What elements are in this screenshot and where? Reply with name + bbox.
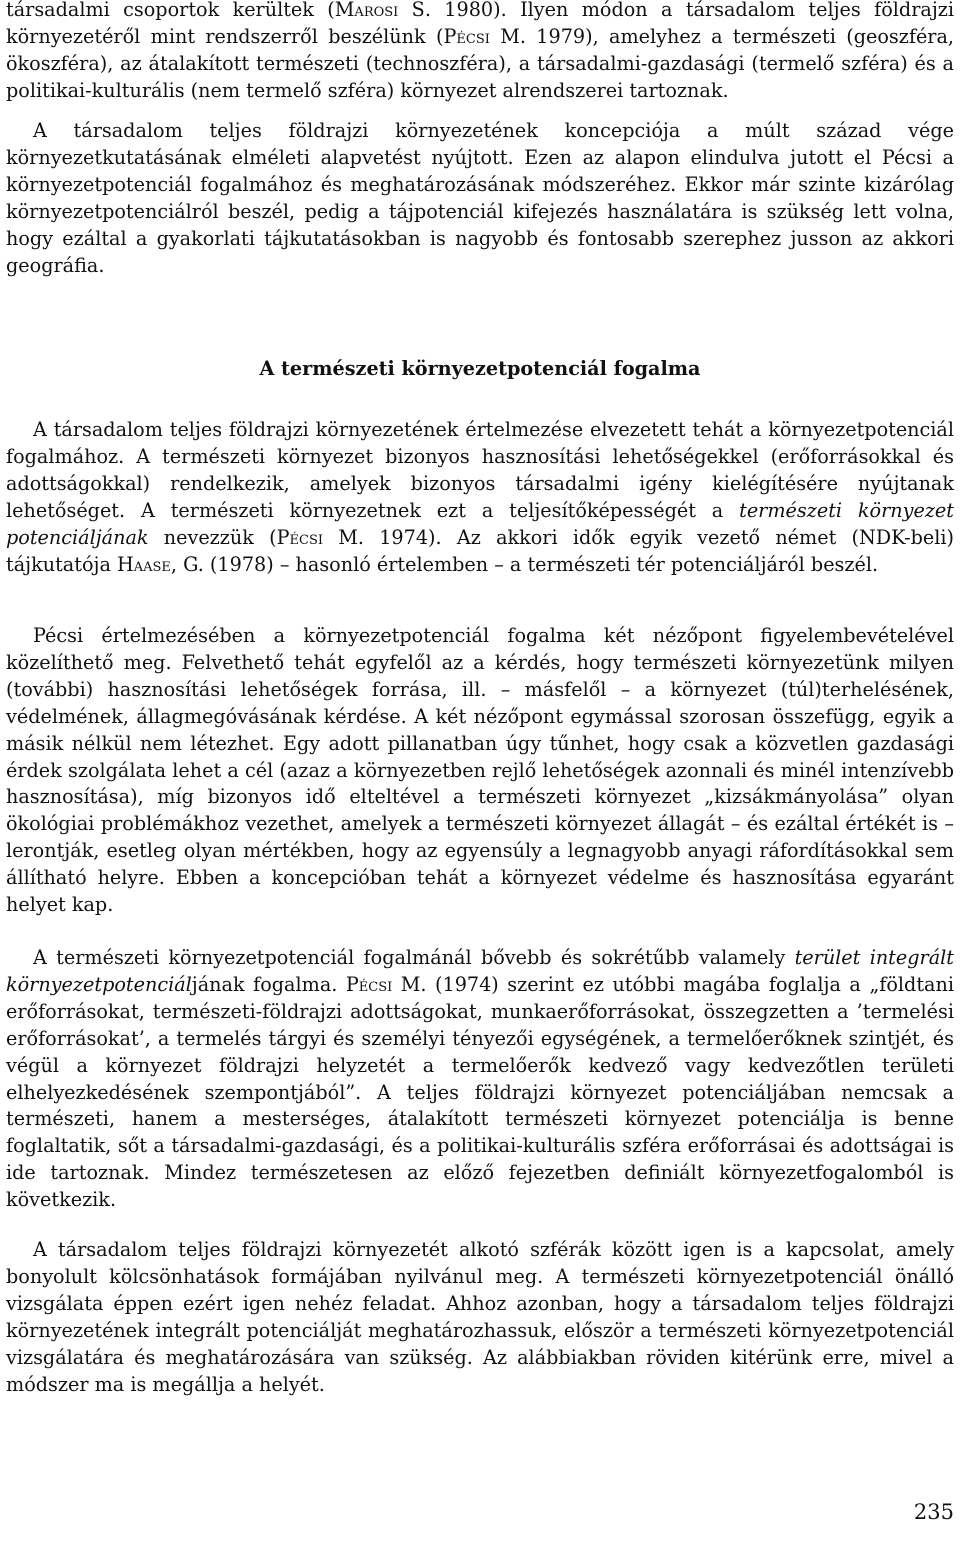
author-marosi: Marosi S <box>334 0 425 21</box>
paragraph-1-text-a: társadalmi csoportok kerültek ( <box>6 0 335 21</box>
paragraph-1 <box>6 0 954 105</box>
paragraph-1-text-c: . 1979), amelyhez a természeti (geoszféra, ökoszféra), az átalakított természeti (technoszféra), a társadalmi-gazdasági (termelő szféra) és a politikai-kulturális (nem termelő szféra) környezet alrendszerei tartoznak. <box>6 24 955 102</box>
term-italic: terület integrált környezetpotenciál <box>6 946 954 996</box>
paragraph-3-text-d: , G. (1978) – hasonló értelemben – a természeti tér potenciáljáról beszél. <box>170 552 879 576</box>
author-pecsi: Pécsi M <box>443 24 520 48</box>
author-pecsi: Pécsi <box>276 525 323 549</box>
paragraph-3-text-a: A társadalom teljes földrajzi környezetének értelmezése elvezetett tehát a környezetpotenciál fogalmához. A természeti környezet bizonyos hasznosítási lehetőségekkel (erőforrásokkal és adottságokkal) rendelkezik, amelyek bizonyos társadalmi igény kielégítésére nyújtanak lehetőséget. A természeti környezetnek ezt a teljesítőképességét a <box>6 418 954 522</box>
paragraph-3 <box>6 417 954 578</box>
author-haase: Haase <box>116 552 171 576</box>
paragraph-1-text-b: . 1980). Ilyen módon a társadalom teljes földrajzi környezetéről mint rendszerről beszélünk ( <box>6 0 955 48</box>
paragraph-6: A társadalom teljes földrajzi környezetét alkotó szférák között igen is a kapcsolat, amely bonyolult kölcsönhatások formájában nyilvánul meg. A természeti környezetpotenciál önálló vizsgálata éppen ezért igen nehéz feladat. Ahhoz azonban, hogy a társadalom teljes földrajzi környezetének integrált potenciálját meghatározhassuk, először a természeti környezetpotenciál vizsgálatára és meghatározására van szükség. Az alábbiakban röviden kitérünk erre, mivel a módszer ma is megállja a helyét. <box>6 1238 954 1396</box>
page-number: 235 <box>913 1500 954 1524</box>
paragraph-5-text-b: jának fogalma. <box>191 972 346 996</box>
paragraph-3-text-c: M. 1974). Az akkori idők egyik vezető német (NDK-beli) tájkutatója <box>6 525 954 576</box>
author-pecsi: Pécsi <box>345 972 393 996</box>
term-italic: természeti környezet potenciáljának <box>6 498 955 549</box>
paragraph-5-text-a: A természeti környezetpotenciál fogalmánál bővebb és sokrétűbb valamely <box>33 946 795 969</box>
paragraph-5-text-c: M. (1974) szerint ez utóbbi magába foglalja a „földtani erőforrásokat, természeti-földrajzi adottságokat, munkaerőforrásokat, összegzetten a ’termelési erőforrásokat’, a termelés tárgyi és személyi tényezői egységének, a termelőerőknek szintjét, és végül a környezet földrajzi helyzetét a termelőerők kedvező vagy kedvezőtlen területi elhelyezkedésének szempontjából”. A teljes földrajzi környezet potenciáljában nemcsak a természeti, hanem a mesterséges, átalakított természeti környezet potenciálja is benne foglaltatik, sőt a társadalmi-gazdasági, és a politikai-kulturális szféra erőforrásai és adottságai is ide tartoznak. Mindez természetesen az előző fejezetben definiált környezetfogalomból is következik. <box>6 972 954 1212</box>
paragraph-5 <box>6 945 954 1214</box>
paragraph-3-text-b: nevezzük ( <box>148 525 277 549</box>
section-heading: A természeti környezetpotenciál fogalma <box>259 357 701 380</box>
paragraph-4: Pécsi értelmezésében a környezetpotenciál fogalma két nézőpont figyelembevételével közelíthető meg. Felvethető tehát egyfelől az a kérdés, hogy természeti környezetünk milyen (további) hasznosítási lehetőségek forrása, ill. – másfelől – a környezet (túl)terhelésének, védelmének, állagmegóvásának kérdése. A két nézőpont egymással szorosan összefügg, egyik a másik nélkül nem létezhet. Egy adott pillanatban úgy tűnhet, hogy csak a közvetlen gazdasági érdek szolgálata lehet a cél (azaz a környezetben rejlő lehetőségek azonnali és minél intenzívebb hasznosítása), míg bizonyos idő elteltével a természeti környezet „kizsákmányolása” olyan ökológiai problémákhoz vezethet, amelyek a természeti környezet állagát – és ezáltal értékét is – lerontják, esetleg olyan mértékben, hogy az egyensúly a legnagyobb anyagi ráfordításokkal sem állítható helyre. Ebben a koncepcióban tehát a környezet védelme és hasznosítása egyaránt helyet kap. <box>6 624 954 917</box>
paragraph-2: A társadalom teljes földrajzi környezetének koncepciója a múlt század vége környezetkutatásának elméleti alapvetést nyújtott. Ezen az alapon elindulva jutott el Pécsi a környezetpotenciál fogalmához és meghatározásának módszeréhez. Ekkor már szinte kizárólag környezetpotenciálról beszél, pedig a tájpotenciál kifejezés használatára is szükség lett volna, hogy ezáltal a gyakorlati tájkutatásokban is nagyobb és fontosabb szerephez jusson az akkori geográfia. <box>6 119 954 277</box>
